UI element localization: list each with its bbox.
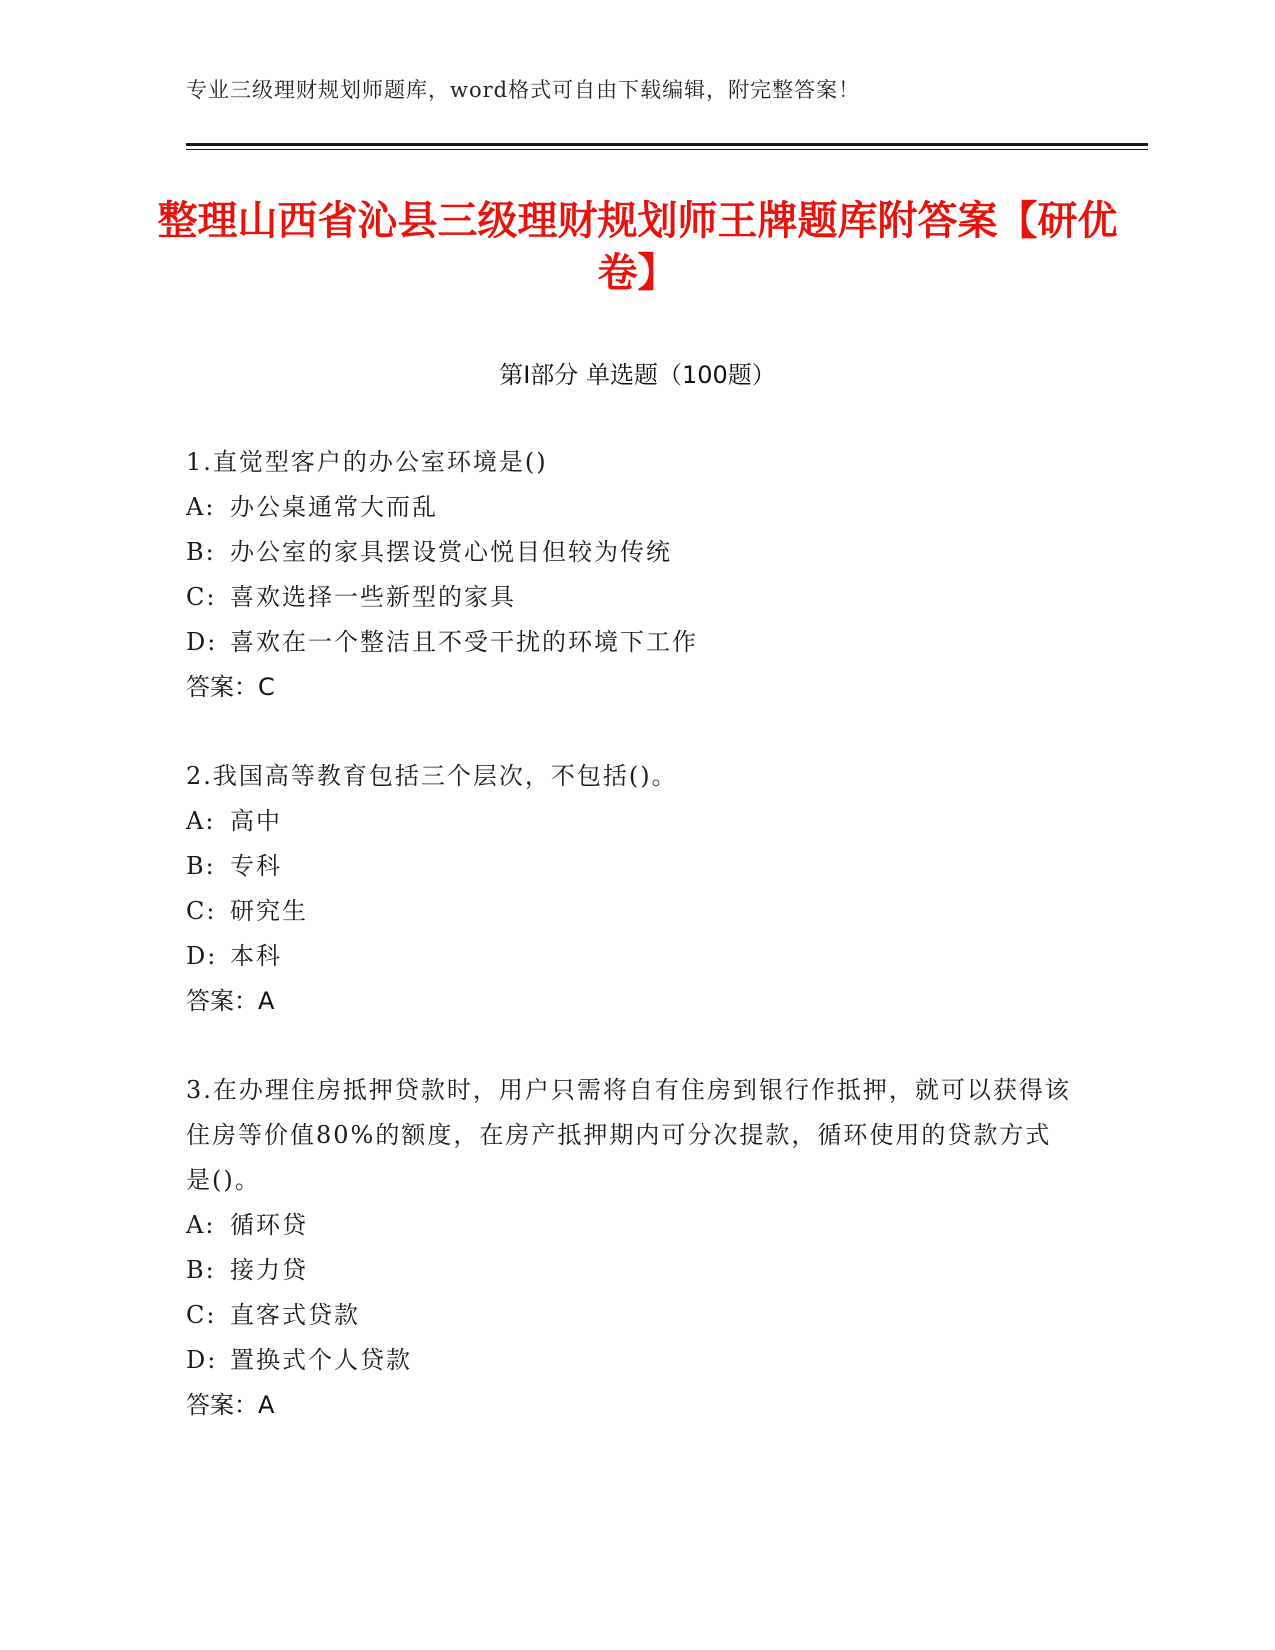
- option-c: [186, 575, 1086, 620]
- option-letter: C:: [186, 1301, 217, 1329]
- option-text: 研究生: [230, 897, 308, 925]
- option-letter: B:: [186, 852, 216, 880]
- option-letter: B:: [186, 1256, 216, 1284]
- question-stem: 2.我国高等教育包括三个层次，不包括()。: [186, 762, 678, 790]
- option-text: 办公桌通常大而乱: [230, 493, 438, 521]
- option-text: 循环贷: [230, 1211, 308, 1239]
- header-divider-thick: [186, 143, 1148, 146]
- option-letter: A:: [186, 493, 216, 521]
- option-b: [186, 844, 1086, 889]
- question-2: [186, 754, 1086, 1024]
- option-text: 办公室的家具摆设赏心悦目但较为传统: [230, 538, 672, 566]
- option-text: 本科: [230, 942, 282, 970]
- option-d: [186, 1338, 1086, 1383]
- option-c: [186, 889, 1086, 934]
- section-heading: 第Ⅰ部分 单选题（100题）: [499, 361, 776, 389]
- page-header-text: 专业三级理财规划师题库，word格式可自由下载编辑，附完整答案！: [186, 78, 861, 102]
- question-stem: 3.在办理住房抵押贷款时，用户只需将自有住房到银行作抵押，就可以获得该住房等价值80%的额度，在房产抵押期内可分次提款，循环使用的贷款方式是()。: [186, 1076, 1071, 1194]
- option-letter: C:: [186, 897, 217, 925]
- option-b: [186, 530, 1086, 575]
- question-1: [186, 440, 1086, 710]
- question-3: [186, 1068, 1086, 1428]
- option-a: [186, 485, 1086, 530]
- option-letter: D:: [186, 1346, 218, 1374]
- answer-line: 答案：A: [186, 987, 275, 1015]
- option-c: [186, 1293, 1086, 1338]
- option-letter: A:: [186, 807, 216, 835]
- document-title: 整理山西省沁县三级理财规划师王牌题库附答案【研优卷】: [157, 198, 1118, 296]
- option-letter: D:: [186, 628, 218, 656]
- question-stem: 1.直觉型客户的办公室环境是(): [186, 448, 548, 476]
- option-text: 专科: [230, 852, 282, 880]
- option-letter: D:: [186, 942, 218, 970]
- option-d: [186, 934, 1086, 979]
- answer-line: 答案：A: [186, 1391, 275, 1419]
- header-divider-thin: [186, 149, 1148, 150]
- option-text: 接力贷: [230, 1256, 308, 1284]
- option-a: [186, 1203, 1086, 1248]
- option-b: [186, 1248, 1086, 1293]
- option-a: [186, 799, 1086, 844]
- option-letter: C:: [186, 583, 217, 611]
- option-text: 喜欢在一个整洁且不受干扰的环境下工作: [230, 628, 698, 656]
- option-d: [186, 620, 1086, 665]
- option-text: 高中: [230, 807, 282, 835]
- option-text: 喜欢选择一些新型的家具: [230, 583, 516, 611]
- option-letter: B:: [186, 538, 216, 566]
- answer-line: 答案：C: [186, 673, 275, 701]
- option-letter: A:: [186, 1211, 216, 1239]
- question-list: [186, 440, 1086, 1472]
- option-text: 置换式个人贷款: [230, 1346, 412, 1374]
- option-text: 直客式贷款: [230, 1301, 360, 1329]
